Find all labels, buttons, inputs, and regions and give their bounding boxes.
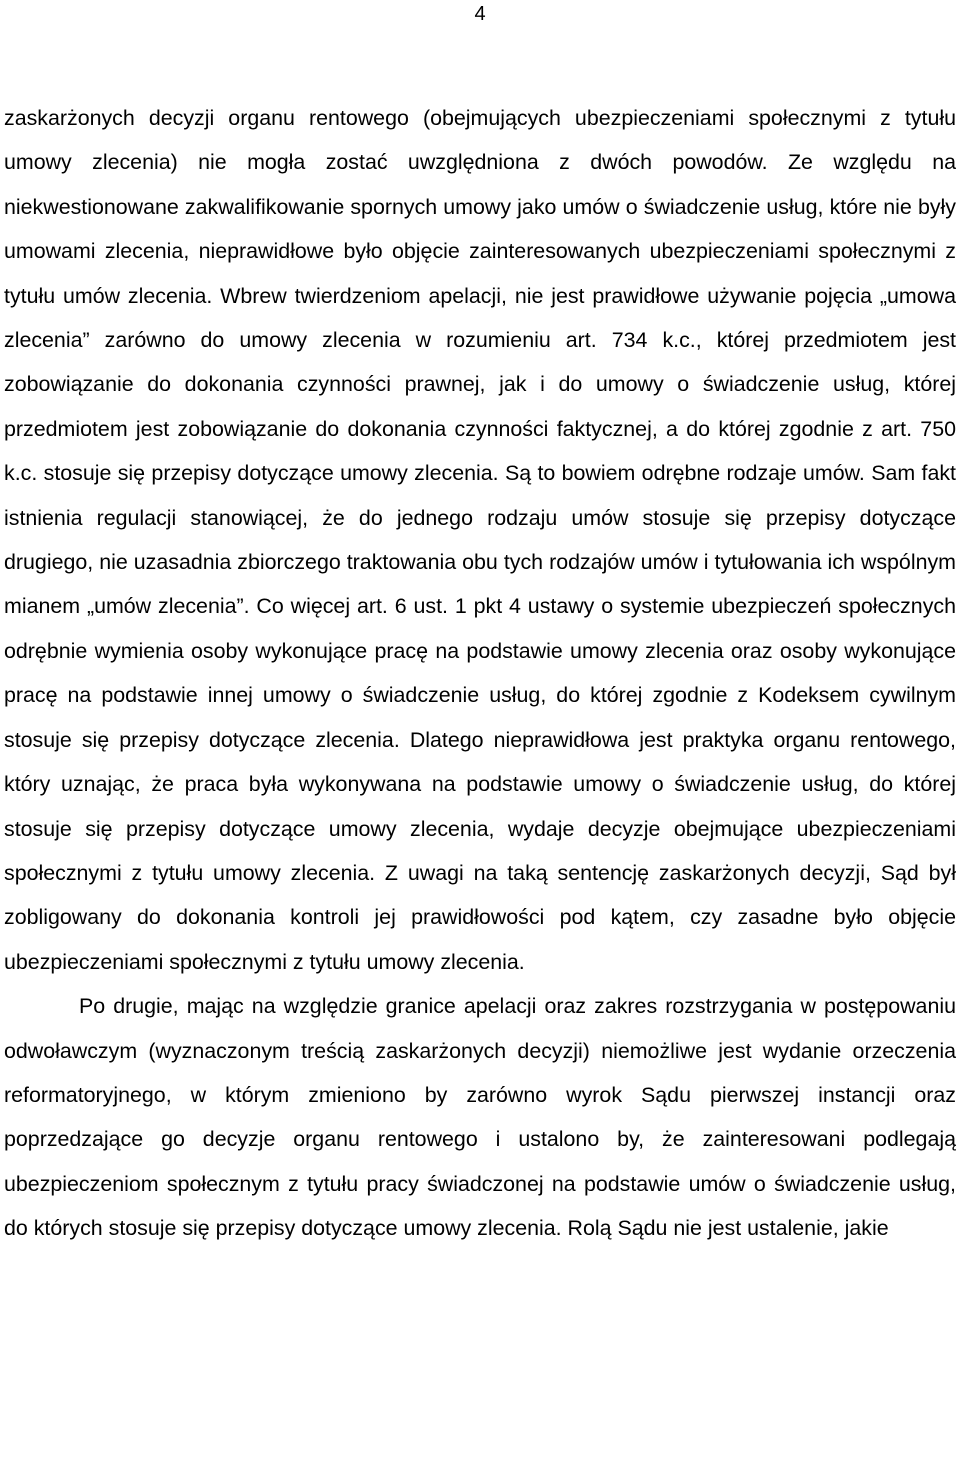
document-body	[4, 96, 956, 1251]
paragraph-second-reason: Po drugie, mając na względzie granice apelacji oraz zakres rozstrzygania w postępowaniu odwoławczym (wyznaczonym treścią zaskarżonych decyzji) niemożliwe jest wydanie orzeczenia reformatoryjnego, w którym zmieniono by zarówno wyrok Sądu pierwszej instancji oraz poprzedzające go decyzje organu rentowego i ustalono by, że zainteresowani podlegają ubezpieczeniom społecznym z tytułu pracy świadczonej na podstawie umów o świadczenie usług, do których stosuje się przepisy dotyczące umowy zlecenia. Rolą Sądu nie jest ustalenie, jakie	[4, 994, 956, 1241]
page-number: 4	[474, 3, 486, 25]
paragraph-continued: zaskarżonych decyzji organu rentowego (obejmujących ubezpieczeniami społecznymi z tytułu umowy zlecenia) nie mogła zostać uwzględniona z dwóch powodów. Ze względu na niekwestionowane zakwalifikowanie spornych umowy jako umów o świadczenie usług, które nie były umowami zlecenia, nieprawidłowe było objęcie zainteresowanych ubezpieczeniami społecznymi z tytułu umów zlecenia. Wbrew twierdzeniom apelacji, nie jest prawidłowe używanie pojęcia „umowa zlecenia” zarówno do umowy zlecenia w rozumieniu art. 734 k.c., której przedmiotem jest zobowiązanie do dokonania czynności prawnej, jak i do umowy o świadczenie usług, której przedmiotem jest zobowiązanie do dokonania czynności faktycznej, a do której zgodnie z art. 750 k.c. stosuje się przepisy dotyczące umowy zlecenia. Są to bowiem odrębne rodzaje umów. Sam fakt istnienia regulacji stanowiącej, że do jednego rodzaju umów stosuje się przepisy dotyczące drugiego, nie uzasadnia zbiorczego traktowania obu tych rodzajów umów i tytułowania ich wspólnym mianem „umów zlecenia”. Co więcej art. 6 ust. 1 pkt 4 ustawy o systemie ubezpieczeń społecznych odrębnie wymienia osoby wykonujące pracę na podstawie umowy zlecenia oraz osoby wykonujące pracę na podstawie innej umowy o świadczenie usług, do której zgodnie z Kodeksem cywilnym stosuje się przepisy dotyczące zlecenia. Dlatego nieprawidłowa jest praktyka organu rentowego, który uznając, że praca była wykonywana na podstawie umowy o świadczenie usług, do której stosuje się przepisy dotyczące umowy zlecenia, wydaje decyzje obejmujące ubezpieczeniami społecznymi z tytułu umowy zlecenia. Z uwagi na taką sentencję zaskarżonych decyzji, Sąd był zobligowany do dokonania kontroli jej prawidłowości pod kątem, czy zasadne było objęcie ubezpieczeniami społecznymi z tytułu umowy zlecenia.	[4, 106, 956, 974]
